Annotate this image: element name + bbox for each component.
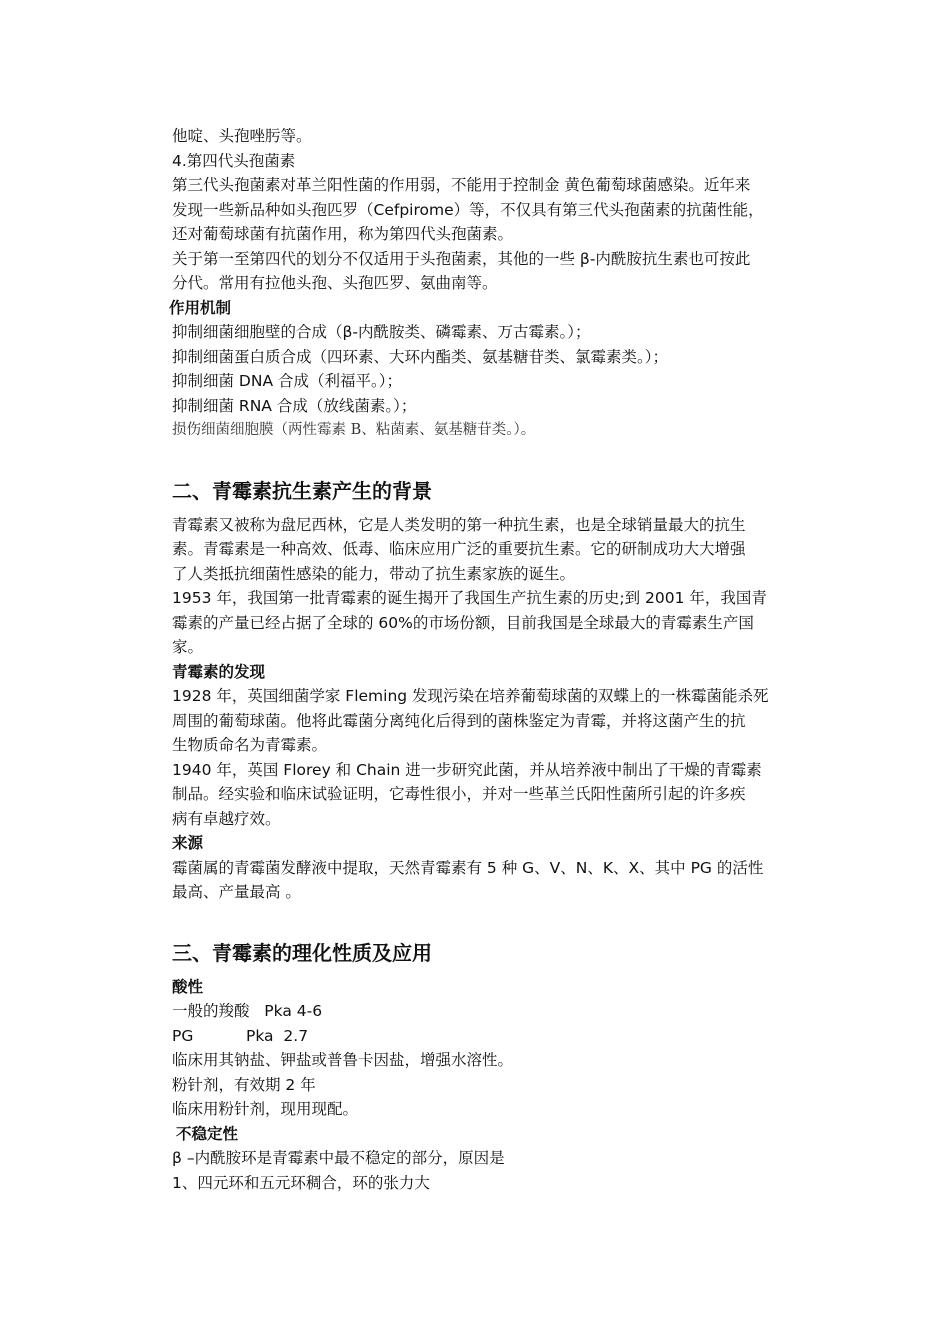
text-line: 病有卓越疗效。 xyxy=(172,809,281,828)
text-line: 4.第四代头孢菌素 xyxy=(172,151,296,170)
text-line: 制品。经实验和临床试验证明，它毒性很小，并对一些革兰氏阳性菌所引起的许多疾 xyxy=(172,785,746,803)
text-line: 1、四元环和五元环稠合，环的张力大 xyxy=(172,1173,430,1192)
text-line: 粉针剂，有效期 2 年 xyxy=(172,1075,316,1094)
mechanism-item: 抑制细菌蛋白质合成（四环素、大环内酯类、氨基糖苷类、氯霉素类。）； xyxy=(172,347,669,366)
pg-label: PG xyxy=(172,1026,194,1045)
source-heading: 来源 xyxy=(172,834,204,852)
text-line: 最高、产量最高 。 xyxy=(172,883,301,901)
text-line: 生物质命名为青霉素。 xyxy=(172,736,328,754)
mechanism-item: 抑制细菌 RNA 合成（放线菌素。）； xyxy=(172,396,417,415)
mechanism-item: 损伤细菌细胞膜（两性霉素 B、粘菌素、氨基糖苷类。）。 xyxy=(172,422,536,438)
section-3-title: 三、青霉素的理化性质及应用 xyxy=(172,940,432,965)
text-line: 青霉素又被称为盘尼西林，它是人类发明的第一种抗生素，也是全球销量最大的抗生 xyxy=(172,515,746,534)
text-line: 素。青霉素是一种高效、低毒、临床应用广泛的重要抗生素。它的研制成功大大增强 xyxy=(172,540,746,558)
text-line: 一般的羧酸 Pka 4-6 xyxy=(172,1002,323,1020)
text-line: 霉菌属的青霉菌发酵液中提取，天然青霉素有 5 种 G、V、N、K、X、其中 PG 的活性 xyxy=(172,858,764,877)
section-2-title: 二、青霉素抗生素产生的背景 xyxy=(172,478,432,503)
text-line: 第三代头孢菌素对革兰阳性菌的作用弱，不能用于控制金 黄色葡萄球菌感染。近年来 xyxy=(172,176,751,194)
text-line: β –内酰胺环是青霉素中最不稳定的部分，原因是 xyxy=(172,1149,505,1167)
mechanism-item: 抑制细菌细胞壁的合成（β-内酰胺类、磷霉素、万古霉素。）； xyxy=(172,323,591,341)
text-line: 1928 年，英国细菌学家 Fleming 发现污染在培养葡萄球菌的双蝶上的一株霉菌能杀死 xyxy=(172,687,769,705)
mechanism-heading: 作用机制 xyxy=(169,298,232,317)
text-line: 发现一些新品种如头孢匹罗（Cefpirome）等，不仅具有第三代头孢菌素的抗菌性能， xyxy=(172,200,764,219)
text-line: 周围的葡萄球菌。他将此霉菌分离纯化后得到的菌株鉴定为青霉，并将这菌产生的抗 xyxy=(172,711,746,730)
text-line: 还对葡萄球菌有抗菌作用，称为第四代头孢菌素。 xyxy=(172,225,514,243)
text-line: 霉素的产量已经占据了全球的 60%的市场份额，目前我国是全球最大的青霉素生产国 xyxy=(172,613,754,632)
instability-heading: 不稳定性 xyxy=(176,1124,239,1143)
text-line: 家。 xyxy=(172,638,204,656)
discovery-heading: 青霉素的发现 xyxy=(172,662,266,681)
acid-heading: 酸性 xyxy=(172,977,204,996)
text-line: 分代。常用有拉他头孢、头孢匹罗、氨曲南等。 xyxy=(172,274,498,292)
document-page xyxy=(169,124,812,1195)
text-line: 临床用粉针剂，现用现配。 xyxy=(172,1100,359,1118)
text-line: 1940 年，英国 Florey 和 Chain 进一步研究此菌，并从培养液中制出了干燥的青霉素 xyxy=(172,760,762,779)
text-line: 1953 年，我国第一批青霉素的诞生揭开了我国生产抗生素的历史;到 2001 年，我国青 xyxy=(172,589,767,607)
text-line: 关于第一至第四代的划分不仅适用于头孢菌素，其他的一些 β-内酰胺抗生素也可按此 xyxy=(172,249,751,268)
pg-value: Pka 2.7 xyxy=(246,1026,309,1045)
text-line: 了人类抵抗细菌性感染的能力，带动了抗生素家族的诞生。 xyxy=(172,564,576,583)
pg-line xyxy=(172,1024,812,1049)
text-line: 临床用其钠盐、钾盐或普鲁卡因盐，增强水溶性。 xyxy=(172,1051,514,1069)
text-line: 他啶、头孢唑肟等。 xyxy=(172,127,312,145)
mechanism-item: 抑制细菌 DNA 合成（利福平。）； xyxy=(172,372,402,390)
